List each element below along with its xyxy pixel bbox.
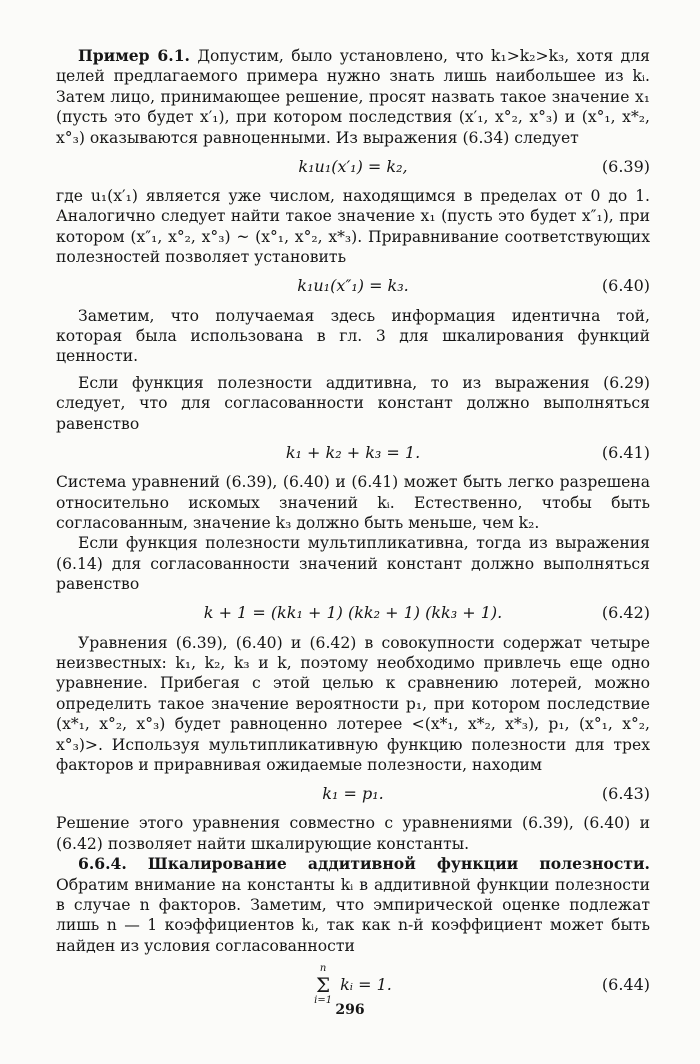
paragraph-text: Допустим, было установлено, что k₁>k₂>k₃, хотя для целей предлагаемого примера нужно знать лишь наибольшее из kᵢ. Затем лицо, принимающее решение, просят назвать такое значение x₁ (пусть это будет x′₁), при котором последствия (x′₁, x°₂, x°₃) и (x°₁, x*₂, x°₃) оказываются равноценными. Из выражения (6.34) следует xyxy=(56,47,650,147)
paragraph-text: Система уравнений (6.39), (6.40) и (6.41) может быть легко разрешена относительно искомых значений kᵢ. Естественно, чтобы быть согласованным, значение k₃ должно быть меньше, чем k₂. xyxy=(56,473,650,532)
sum-lower-limit: i=1 xyxy=(314,995,333,1007)
paragraph-text: Обратим внимание на константы kᵢ в аддитивной функции полезности в случае n факторов. Заметим, что эмпирической оценке подлежат лишь n — 1 коэффициентов kᵢ, так как n-й коэффициент может быть найден из условия согласованности xyxy=(56,875,650,955)
equation-formula: k₁ = p₁. xyxy=(322,784,384,804)
equation-number: (6.43) xyxy=(601,784,650,804)
example-heading: Пример 6.1. xyxy=(78,46,190,65)
equation-6-41 xyxy=(56,441,650,465)
equation-number: (6.40) xyxy=(601,276,650,296)
paragraph-section-6-6-4 xyxy=(56,854,650,956)
equation-6-42 xyxy=(56,602,650,626)
paragraph-text: Решение этого уравнения совместно с уравнениями (6.39), (6.40) и (6.42) позволяет найти шкалирующие константы. xyxy=(56,814,650,853)
paragraph-text: Если функция полезности аддитивна, то из выражения (6.29) следует, что для согласованности констант должно выполняться равенство xyxy=(56,373,650,433)
paragraph-text: Если функция полезности мультипликативна, тогда из выражения (6.14) для согласованности значений констант должно выполняться равенство xyxy=(56,534,650,594)
equation-formula: k + 1 = (kk₁ + 1) (kk₂ + 1) (kk₃ + 1). xyxy=(203,603,503,623)
sigma-symbol: Σ xyxy=(316,973,331,998)
equation-number: (6.42) xyxy=(601,603,650,623)
equation-formula: k₁u₁(x″₁) = k₃. xyxy=(297,276,409,296)
paragraph-text: Уравнения (6.39), (6.40) и (6.42) в совокупности содержат четыре неизвестных: k₁, k₂, k₃ и k, поэтому необходимо привлечь еще одно уравнение. Прибегая с этой целью к сравнению лотерей, можно определить такое значение вероятности p₁, при котором последствие (x*₁, x°₂, x°₃) будет равноценно лотерее <(x*₁, x*₂, x*₃), p₁, (x°₁, x°₂, x°₃)>. Используя мультипликативную функцию полезности для трех факторов и приравнивая ожидаемые полезности, находим xyxy=(56,633,650,774)
equation-6-40 xyxy=(56,275,650,299)
equation-formula: k₁u₁(x′₁) = k₂, xyxy=(298,156,408,176)
equation-number: (6.39) xyxy=(601,156,650,176)
equation-number: (6.44) xyxy=(601,975,650,995)
paragraph-text: Заметим, что получаемая здесь информация идентична той, которая была использована в гл. 3 для шкалирования функций ценности. xyxy=(56,306,650,366)
equation-formula: kᵢ = 1. xyxy=(340,975,392,995)
page-number: 296 xyxy=(335,1002,365,1018)
sum-upper-limit: n xyxy=(319,963,327,975)
paragraph-text: где u₁(x′₁) является уже числом, находящимся в пределах от 0 до 1. Аналогично следует найти такое значение x₁ (пусть это будет x″₁), при котором (x″₁, x°₂, x°₃) ~ (x°₁, x°₂, x*₃). Приравнивание соответствующих полезностей позволяет установить xyxy=(56,187,650,267)
paragraph-example-6-1 xyxy=(56,46,650,148)
equation-number: (6.41) xyxy=(601,442,650,462)
section-heading: 6.6.4. Шкалирование аддитивной функции полезности. xyxy=(78,854,650,874)
equation-6-39 xyxy=(56,155,650,179)
equation-formula: k₁ + k₂ + k₃ = 1. xyxy=(285,442,421,462)
equation-6-43 xyxy=(56,782,650,806)
